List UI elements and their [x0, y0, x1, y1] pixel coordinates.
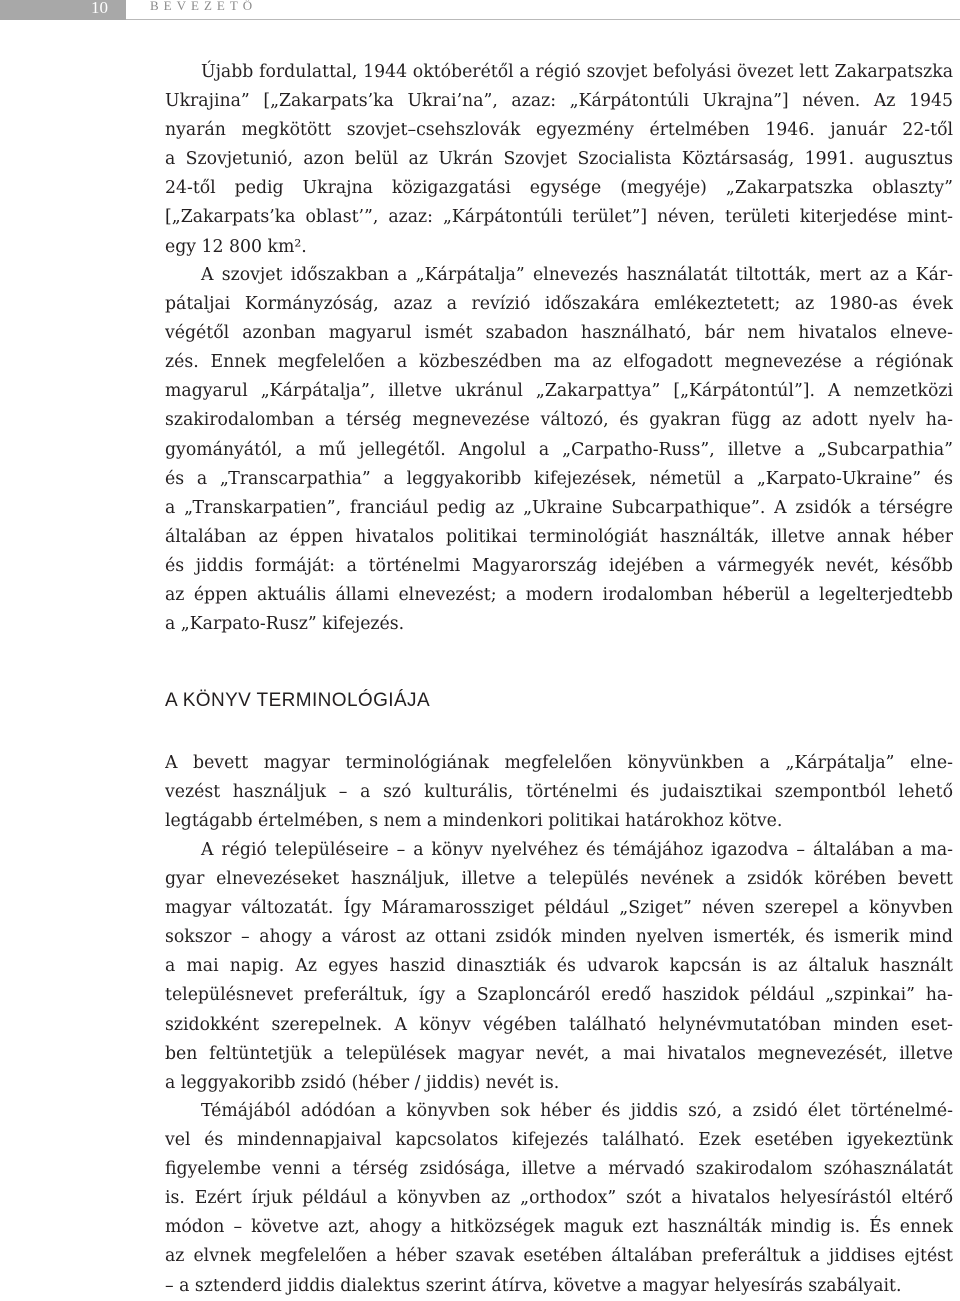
paragraph-3 [165, 749, 953, 836]
text-line: egy 12 800 km². [165, 236, 307, 257]
text-line: az éppen aktuális állami elnevezést; a modern irodalomban héberül a legelterjedtebb [165, 585, 953, 606]
text-line: végétől azonban magyarul ismét szabadon használható, bár nem hivatalos elneve- [165, 323, 953, 344]
running-title: BEVEZETŐ [150, 0, 258, 13]
text-line: nyarán megkötött szovjet–csehszlovák egyezmény értelmében 1946. január 22-től [165, 120, 953, 141]
text-line: sokszor – ahogy a várost az ottani zsidók minden nyelven ismerték, és ismerik mind [165, 927, 953, 948]
text-line: általában az éppen hivatalos politikai terminológiát használták, illetve annak héber [165, 526, 953, 547]
text-line: módon – követve azt, ahogy a hitközségek maguk ezt használták mindig is. És ennek [165, 1217, 953, 1238]
text-line: pátaljai Kormányzóság, azaz a revízió időszakára emlékeztetett; az 1980-as évek [165, 294, 953, 315]
text-line: 24-től pedig Ukrajna közigazgatási egysége (megyéje) „Zakarpatszka oblaszty” [165, 178, 953, 199]
text-line: a leggyakoribb zsidó (héber / jiddis) nevét is. [165, 1072, 560, 1093]
text-line: és a „Transcarpathia” a leggyakoribb kifejezések, németül a „Karpato-Ukraine” és [165, 468, 953, 489]
text-line: a „Karpato-Rusz” kifejezés. [165, 614, 405, 635]
text-line: – a sztenderd jiddis dialektus szerint átírva, követve a magyar helyesírás szabályait. [165, 1275, 902, 1296]
text-line: gyar elnevezéseket használjuk, illetve a település nevének a zsidók körében bevett [165, 869, 953, 890]
page-number: 10 [91, 0, 108, 17]
text-line: az elvnek megfelelően a héber szavak esetében általában preferáltuk a jiddises ejtést [165, 1246, 953, 1267]
text-line: vezést használjuk – a szó kulturális, történelmi és judaisztikai szempontból lehető [165, 782, 953, 803]
text-line: a Szovjetunió, azon belül az Ukrán Szovjet Szocialista Köztársaság, 1991. augusztus [165, 149, 953, 170]
section-heading: A KÖNYV TERMINOLÓGIÁJA [165, 690, 431, 711]
text-line: zés. Ennek megfelelően a közbeszédben ma az elfogadott megnevezése a régiónak [165, 352, 953, 373]
paragraph-2 [165, 261, 953, 639]
text-line: szakirodalomban a térség megnevezése változó, és gyakran függ az adott nyelv ha- [165, 410, 953, 431]
text-line: gyományától, a mű jellegétől. Angolul a „Carpatho-Russ”, illetve a „Subcarpathia” [165, 439, 953, 460]
text-line: figyelembe venni a térség zsidósága, illetve a mérvadó szakirodalom szóhasználatát [165, 1159, 953, 1180]
text-line: ben feltüntetjük a települések magyar nevét, a mai hivatalos megnevezését, illetve [165, 1043, 953, 1064]
text-line: és jiddis formáját: a történelmi Magyarország idejében a vármegyék nevét, később [165, 555, 953, 576]
text-line: A régió településeire – a könyv nyelvéhez és témájához igazodva – általában a ma- [201, 840, 953, 860]
text-line: A bevett magyar terminológiának megfelelően könyvünkben a „Kárpátalja” elne- [165, 753, 953, 773]
text-line: Témájából adódóan a könyvben sok héber és jiddis szó, a zsidó élet történelmé- [201, 1101, 953, 1121]
page-header [0, 0, 960, 20]
text-line: Ukrajina” [„Zakarpats’ka Ukrai’na”, azaz: „Kárpátontúli Ukrajna”] néven. Az 1945 [165, 91, 953, 112]
text-line: településnevet preferáltuk, így a Szaploncáról eredő haszidok például „szpinkai” ha- [165, 985, 953, 1006]
paragraph-5 [165, 1097, 953, 1301]
text-line: magyarul „Kárpátalja”, illetve ukránul „Zakarpattya” [„Kárpátontúl”]. A nemzetközi [165, 381, 953, 402]
text-line: vel és mindennapjaival kapcsolatos kifejezés található. Ezek esetében igyekeztünk [165, 1130, 953, 1151]
paragraph-1 [165, 58, 953, 262]
text-line: a mai napig. Az egyes haszid dinasztiák és udvarok kapcsán is az általuk használt [165, 956, 953, 977]
text-line: [„Zakarpats’ka oblast’”, azaz: „Kárpátontúli terület”] néven, területi kiterjedése mint- [165, 207, 953, 228]
text-line: Újabb fordulattal, 1944 októberétől a régió szovjet befolyási övezet lett Zakarpatszka [201, 62, 953, 82]
paragraph-4 [165, 836, 953, 1098]
text-line: legtágabb értelmében, s nem a mindenkori politikai határokhoz kötve. [165, 811, 783, 832]
text-line: a „Transkarpatien”, franciául pedig az „Ukraine Subcarpathique”. A zsidók a térségre [165, 497, 953, 518]
text-line: A szovjet időszakban a „Kárpátalja” elnevezés használatát tiltották, mert az a Kár- [201, 265, 953, 285]
text-line: szidokként szerepelnek. A könyv végében található helynévmutatóban minden eset- [165, 1014, 953, 1035]
text-line: is. Ezért írjuk például a könyvben az „orthodox” szót a hivatalos helyesírástól eltérő [165, 1188, 953, 1209]
text-line: magyar változatát. Így Máramarossziget például „Sziget” néven szerepel a könyvben [165, 898, 953, 919]
header-rule [126, 19, 960, 20]
